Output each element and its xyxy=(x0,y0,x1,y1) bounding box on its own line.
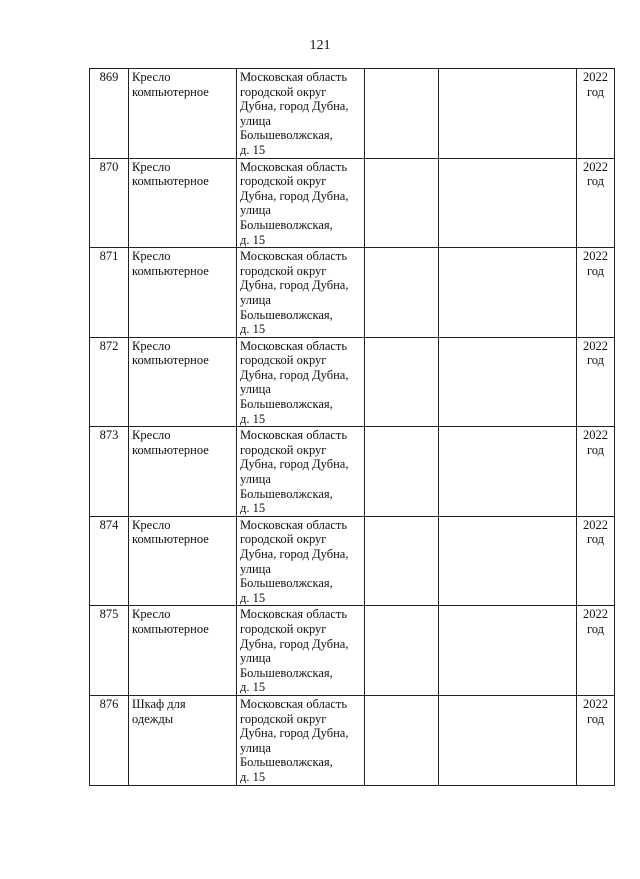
year-cell xyxy=(577,69,615,159)
item-name-cell xyxy=(129,337,237,427)
address-line: Дубна, город Дубна, xyxy=(240,457,349,472)
address-cell xyxy=(237,695,365,785)
address-line: Московская область xyxy=(240,70,348,84)
empty-cell xyxy=(439,248,577,338)
page-number: 121 xyxy=(309,38,331,53)
address-cell xyxy=(237,337,365,427)
row-number-cell: 876 xyxy=(90,695,129,785)
empty-cell xyxy=(365,427,439,517)
table-row xyxy=(90,427,615,517)
item-name-cell xyxy=(129,427,237,517)
address-line: Московская область xyxy=(240,249,348,264)
item-name-line: компьютерное xyxy=(132,174,209,189)
address-line: городской округ xyxy=(240,263,327,278)
year-suffix: год xyxy=(586,84,605,99)
address-line: Дубна, город Дубна, xyxy=(240,99,349,114)
table-row xyxy=(90,516,615,606)
address-cell xyxy=(237,158,365,248)
year-cell xyxy=(577,158,615,248)
item-name-cell xyxy=(129,695,237,785)
empty-cell xyxy=(439,158,577,248)
address-line: Дубна, город Дубна, xyxy=(240,726,349,741)
table-row xyxy=(90,158,615,248)
table-row xyxy=(90,606,615,696)
year-suffix: год xyxy=(586,442,605,457)
address-line: улица xyxy=(240,472,271,487)
address-cell xyxy=(237,427,365,517)
address-line: д. 15 xyxy=(240,680,266,695)
address-line: городской округ xyxy=(240,532,327,547)
table-row xyxy=(90,695,615,785)
item-name-line: одежды xyxy=(132,711,174,726)
address-line: городской округ xyxy=(240,353,327,368)
item-name-line: Кресло xyxy=(132,517,171,532)
address-line: Московская область xyxy=(240,607,348,622)
year-cell xyxy=(577,516,615,606)
address-line: городской округ xyxy=(240,442,327,457)
year-suffix: год xyxy=(586,263,605,278)
item-name-cell xyxy=(129,248,237,338)
item-name-line: компьютерное xyxy=(132,263,209,278)
address-cell xyxy=(237,606,365,696)
empty-cell xyxy=(365,695,439,785)
item-name-cell xyxy=(129,158,237,248)
empty-cell xyxy=(365,516,439,606)
year-cell xyxy=(577,606,615,696)
address-line: городской округ xyxy=(240,84,327,99)
year-suffix: год xyxy=(586,532,605,547)
item-name-line: Шкаф для xyxy=(132,696,186,711)
item-name-line: компьютерное xyxy=(132,532,209,547)
address-line: Большеволжская, xyxy=(240,576,333,591)
empty-cell xyxy=(439,695,577,785)
registry-table xyxy=(89,68,615,786)
item-name-cell xyxy=(129,69,237,159)
address-line: Московская область xyxy=(240,696,348,711)
address-line: д. 15 xyxy=(240,411,266,426)
address-line: Большеволжская, xyxy=(240,755,333,770)
item-name-line: Кресло xyxy=(132,428,171,443)
address-line: улица xyxy=(240,203,271,218)
address-line: улица xyxy=(240,382,271,397)
address-line: д. 15 xyxy=(240,232,266,247)
address-line: улица xyxy=(240,292,271,307)
empty-cell xyxy=(439,69,577,159)
address-line: Большеволжская, xyxy=(240,397,333,412)
year-value: 2022 xyxy=(583,517,608,532)
year-value: 2022 xyxy=(583,428,608,443)
year-suffix: год xyxy=(586,174,605,189)
empty-cell xyxy=(439,516,577,606)
address-cell xyxy=(237,248,365,338)
address-line: Дубна, город Дубна, xyxy=(240,547,349,561)
address-line: Дубна, город Дубна, xyxy=(240,636,349,651)
address-line: Московская область xyxy=(240,159,348,174)
address-line: городской округ xyxy=(240,174,327,189)
address-line: улица xyxy=(240,651,271,666)
empty-cell xyxy=(365,248,439,338)
year-value: 2022 xyxy=(583,338,608,353)
year-cell xyxy=(577,337,615,427)
address-line: улица xyxy=(240,740,271,755)
row-number-cell: 872 xyxy=(90,337,129,427)
address-line: улица xyxy=(240,113,271,128)
empty-cell xyxy=(439,606,577,696)
address-line: Большеволжская, xyxy=(240,217,333,232)
row-number-cell: 869 xyxy=(90,69,129,159)
empty-cell xyxy=(365,69,439,159)
empty-cell xyxy=(439,427,577,517)
row-number-cell: 871 xyxy=(90,248,129,338)
empty-cell xyxy=(439,337,577,427)
item-name-cell xyxy=(129,516,237,606)
row-number-cell: 874 xyxy=(90,516,129,606)
address-line: д. 15 xyxy=(240,769,266,784)
item-name-line: компьютерное xyxy=(132,442,209,457)
address-line: Большеволжская, xyxy=(240,307,333,322)
year-cell xyxy=(577,695,615,785)
address-line: Московская область xyxy=(240,338,348,353)
year-cell xyxy=(577,427,615,517)
year-value: 2022 xyxy=(583,696,608,711)
address-line: городской округ xyxy=(240,621,327,636)
item-name-line: Кресло xyxy=(132,607,171,622)
empty-cell xyxy=(365,158,439,248)
year-suffix: год xyxy=(586,711,605,726)
address-line: Дубна, город Дубна, xyxy=(240,188,349,203)
address-line: Московская область xyxy=(240,517,348,532)
address-line: Большеволжская, xyxy=(240,128,333,143)
empty-cell xyxy=(365,606,439,696)
registry-table-body xyxy=(90,69,615,786)
item-name-line: компьютерное xyxy=(132,353,209,368)
address-line: Московская область xyxy=(240,428,348,443)
address-line: городской округ xyxy=(240,711,327,726)
year-suffix: год xyxy=(586,353,605,368)
year-suffix: год xyxy=(586,621,605,636)
address-cell xyxy=(237,69,365,159)
item-name-line: Кресло xyxy=(132,338,171,353)
table-row xyxy=(90,337,615,427)
item-name-line: компьютерное xyxy=(132,84,209,99)
address-line: Дубна, город Дубна, xyxy=(240,278,349,293)
year-value: 2022 xyxy=(583,159,608,174)
item-name-cell xyxy=(129,606,237,696)
empty-cell xyxy=(365,337,439,427)
address-line: Большеволжская, xyxy=(240,486,333,501)
table-row xyxy=(90,69,615,159)
year-value: 2022 xyxy=(583,70,608,84)
address-line: д. 15 xyxy=(240,590,266,605)
address-line: Дубна, город Дубна, xyxy=(240,367,349,382)
item-name-line: Кресло xyxy=(132,159,171,174)
table-row xyxy=(90,248,615,338)
row-number-cell: 873 xyxy=(90,427,129,517)
year-cell xyxy=(577,248,615,338)
item-name-line: компьютерное xyxy=(132,621,209,636)
address-cell xyxy=(237,516,365,606)
year-value: 2022 xyxy=(583,607,608,622)
item-name-line: Кресло xyxy=(132,70,171,84)
item-name-line: Кресло xyxy=(132,249,171,264)
year-value: 2022 xyxy=(583,249,608,264)
address-line: улица xyxy=(240,561,271,576)
address-line: д. 15 xyxy=(240,322,266,337)
address-line: Большеволжская, xyxy=(240,665,333,680)
row-number-cell: 875 xyxy=(90,606,129,696)
row-number-cell: 870 xyxy=(90,158,129,248)
address-line: д. 15 xyxy=(240,142,266,157)
address-line: д. 15 xyxy=(240,501,266,516)
